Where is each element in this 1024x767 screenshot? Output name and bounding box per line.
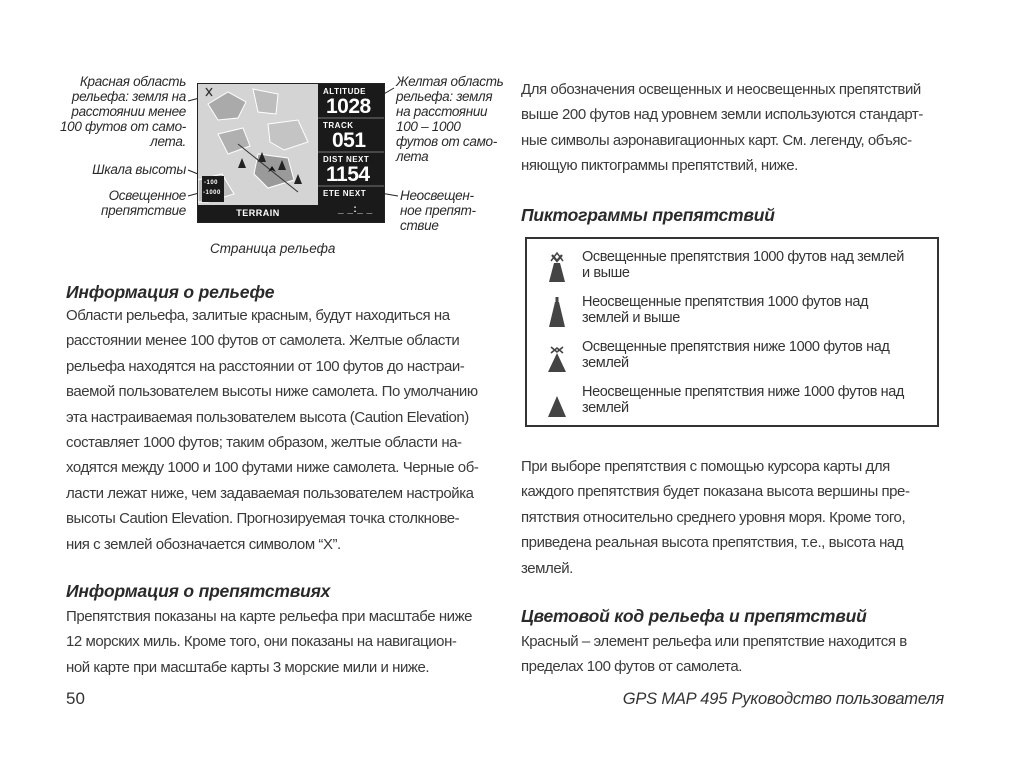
- paragraph-line: 12 морских миль. Кроме того, они показаны на навигацион-: [66, 633, 457, 651]
- manual-title-footer: GPS MAP 495 Руководство пользователя: [622, 690, 944, 708]
- legend-line: Освещенные препятствия 1000 футов над землей: [582, 249, 904, 265]
- legend-line: землей: [582, 355, 629, 371]
- legend-text: [582, 339, 889, 371]
- legend-line: Неосвещенные препятствия 1000 футов над: [582, 294, 869, 310]
- callout-line: Шкала высоты: [92, 162, 186, 177]
- unlit-low-obstacle-icon: [545, 386, 569, 418]
- lit-tall-obstacle-icon: [545, 251, 569, 283]
- color-code-heading: Цветовой код рельефа и препятствий: [521, 606, 867, 626]
- callout-line: расстоянии менее: [71, 104, 186, 119]
- callout-line: лета: [396, 149, 429, 164]
- legend-line: Освещенные препятствия ниже 1000 футов над: [582, 339, 890, 355]
- scale-top-label: -100: [204, 180, 219, 186]
- legend-row: [527, 382, 937, 428]
- paragraph-line: Препятствия показаны на карте рельефа при масштабе ниже: [66, 608, 473, 625]
- callout-line: футов от само-: [396, 134, 497, 149]
- callout-line: рельефа: земля на: [71, 89, 186, 104]
- paragraph-line: расстоянии менее 100 футов от самолета. Желтые области: [66, 332, 460, 350]
- callout-line: Неосвещен-: [400, 188, 474, 203]
- page-number: 50: [66, 689, 85, 708]
- terrain-page-screenshot: [197, 83, 385, 223]
- track-value: 051: [332, 129, 366, 152]
- terrain-info-heading: Информация о рельефе: [66, 282, 275, 302]
- callout-line: 100 футов от само-: [59, 119, 186, 134]
- obstacle-symbols-intro: [521, 77, 923, 179]
- callout-line: ное препят-: [400, 203, 476, 218]
- paragraph-line: Для обозначения освещенных и неосвещенных препятствий: [521, 81, 921, 98]
- callout-line: ствие: [400, 218, 439, 233]
- paragraph-line: При выборе препятствия с помощью курсора карты для: [521, 458, 890, 475]
- altitude-value: 1028: [326, 95, 371, 118]
- paragraph-line: ные символы аэронавигационных карт. См. легенду, объяс-: [521, 131, 912, 149]
- ete-next-value: _ _:_ _: [338, 204, 373, 215]
- paragraph-line: няющую пиктограммы препятствий, ниже.: [521, 157, 798, 175]
- paragraph-line: ходятся между 1000 и 100 футами ниже самолета. Черные об-: [66, 459, 479, 477]
- paragraph-line: пятствия относительно среднего уровня моря. Кроме того,: [521, 508, 906, 526]
- track-label: TRACK: [323, 121, 354, 130]
- legend-line: Неосвещенные препятствия ниже 1000 футов над: [582, 384, 904, 400]
- ete-next-label: ETE NEXT: [323, 189, 367, 198]
- callout-line: лета.: [150, 134, 186, 149]
- legend-text: [582, 249, 904, 281]
- obstacle-info-paragraph: [66, 604, 472, 680]
- paragraph-line: Красный – элемент рельефа или препятствие находится в: [521, 633, 907, 650]
- paragraph-line: каждого препятствия будет показана высота вершины пре-: [521, 483, 910, 501]
- altitude-label: ALTITUDE: [323, 87, 366, 96]
- terrain-title-bar: TERRAIN: [198, 205, 318, 222]
- paragraph-line: Области рельефа, залитые красным, будут находиться на: [66, 307, 450, 324]
- callout-line: Освещенное: [108, 188, 186, 203]
- obstacle-icons-legend: [525, 237, 939, 427]
- paragraph-line: эта настраиваемая пользователем высота (Caution Elevation): [66, 408, 469, 426]
- paragraph-line: составляет 1000 футов; таким образом, желтые области на-: [66, 434, 462, 452]
- callout-line: рельефа: земля: [396, 89, 493, 104]
- paragraph-line: приведена реальная высота препятствия, т.е., высота над: [521, 534, 904, 552]
- paragraph-line: землей.: [521, 559, 573, 577]
- legend-line: и выше: [582, 265, 630, 281]
- paragraph-line: выше 200 футов над уровнем земли используются стандарт-: [521, 106, 923, 124]
- dist-next-value: 1154: [326, 163, 370, 186]
- callout-line: препятствие: [101, 203, 186, 218]
- legend-text: [582, 384, 904, 416]
- paragraph-line: ния с землей обозначается символом “X”.: [66, 535, 341, 553]
- paragraph-line: рельефа находятся на расстоянии от 100 футов до настраи-: [66, 357, 465, 375]
- figure-caption: Страница рельефа: [210, 241, 336, 256]
- callout-line: Желтая область: [396, 74, 504, 89]
- legend-line: землей и выше: [582, 310, 680, 326]
- unlit-tall-obstacle-icon: [545, 296, 569, 328]
- callout-line: Красная область: [79, 74, 186, 89]
- legend-text: [582, 294, 868, 326]
- scale-bottom-label: -1000: [203, 190, 221, 196]
- paragraph-line: ной карте при масштабе карты 3 морские мили и ниже.: [66, 658, 430, 676]
- lit-low-obstacle-icon: [545, 341, 569, 373]
- paragraph-line: высоты Caution Elevation. Прогнозируемая точка столкнове-: [66, 510, 460, 528]
- callout-line: на расстоянии: [396, 104, 488, 119]
- dist-next-label: DIST NEXT: [323, 155, 370, 164]
- legend-row: [527, 292, 937, 338]
- color-code-paragraph: [521, 629, 907, 680]
- paragraph-line: ласти лежат ниже, чем задаваемая пользователем настройка: [66, 484, 474, 502]
- obstacle-info-heading: Информация о препятствиях: [66, 581, 331, 601]
- paragraph-line: ваемой пользователем высоты ниже самолета. По умолчанию: [66, 383, 478, 401]
- obstacle-icons-heading: Пиктограммы препятствий: [521, 205, 775, 225]
- paragraph-line: пределах 100 футов от самолета.: [521, 658, 742, 676]
- legend-line: землей: [582, 400, 629, 416]
- legend-row: [527, 337, 937, 383]
- terrain-info-paragraph: [66, 303, 478, 557]
- cursor-info-paragraph: [521, 454, 910, 581]
- legend-row: [527, 247, 937, 293]
- callout-line: 100 – 1000: [396, 119, 461, 134]
